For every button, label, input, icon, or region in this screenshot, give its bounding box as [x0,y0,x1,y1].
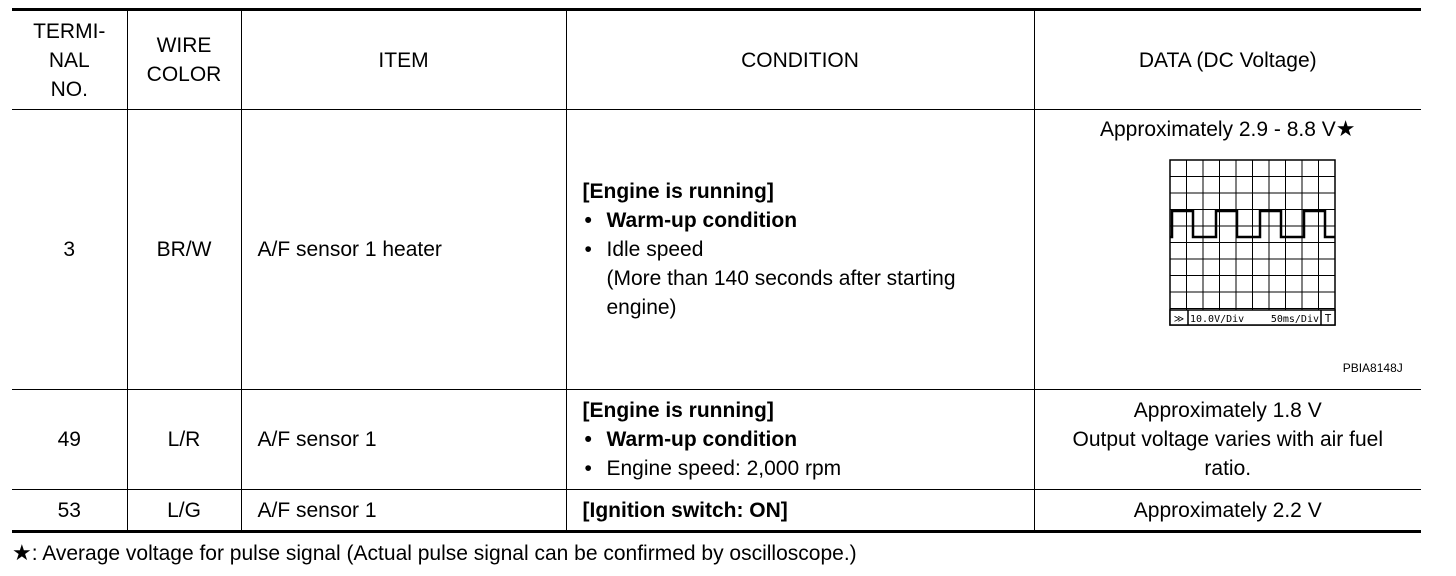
header-item: ITEM [241,10,566,110]
wire-color-cell: L/R [127,390,241,490]
item-cell: A/F sensor 1 [241,390,566,490]
data-value [1035,114,1422,144]
header-wire-line: COLOR [146,63,222,86]
header-row [12,10,1421,110]
readout-time-div: 50ms/Div [1270,314,1319,325]
condition-list [583,206,1034,322]
star-icon: ★ [12,540,32,565]
data-cell: Approximately 2.2 V [1034,490,1421,532]
condition-bullet: • Engine speed: 2,000 rpm [583,454,1034,483]
data-line: Output voltage varies with air fuel [1072,428,1383,451]
wire-color-cell: BR/W [127,110,241,390]
condition-bullet [583,235,1034,322]
condition-bullet: • Warm-up condition [583,206,1034,235]
header-condition: CONDITION [566,10,1034,110]
readout-arrow: ≫ [1173,314,1184,325]
oscilloscope-screen [1108,144,1348,359]
condition-bullet-text: • Idle speed [606,238,704,261]
data-cell [1034,390,1421,490]
table-row [12,490,1421,532]
condition-cell [566,110,1034,390]
footnote [12,540,857,566]
condition-head: [Ignition switch: ON] [582,498,788,522]
header-wire-line: WIRE [156,34,212,57]
header-terminal-no [12,10,127,110]
readout-volt-div: 10.0V/Div [1189,314,1244,325]
condition-bullet: • Warm-up condition [583,425,1034,454]
condition-note-line: (More than 140 seconds after starting [606,267,956,290]
data-line: ratio. [1204,457,1252,480]
header-terminal-line: NO. [50,77,88,101]
figure-id: PBIA8148J [1342,361,1403,375]
header-wire-color [127,10,241,110]
condition-cell [566,390,1034,490]
condition-head: [Engine is running] [582,180,774,203]
terminal-cell: 53 [12,490,127,532]
item-cell: A/F sensor 1 heater [241,110,566,390]
oscilloscope-figure [1108,144,1403,389]
terminal-cell: 3 [12,110,127,390]
terminal-cell: 49 [12,390,127,490]
data-line: Approximately 1.8 V [1133,399,1322,422]
condition-cell [566,490,1034,532]
header-terminal-line: NAL [48,48,90,72]
star-icon: ★ [1335,116,1356,141]
condition-note-line: engine) [606,296,677,319]
table-row [12,390,1421,490]
footnote-text: : Average voltage for pulse signal (Actual pulse signal can be confirmed by oscilloscope.) [31,542,857,565]
item-cell: A/F sensor 1 [241,490,566,532]
header-data: DATA (DC Voltage) [1034,10,1421,110]
table-row [12,110,1421,390]
condition-head: [Engine is running] [582,399,774,422]
wire-color-cell: L/G [127,490,241,532]
data-cell [1034,110,1421,390]
readout-trigger: T [1324,312,1332,325]
header-terminal-line: TERMI- [33,19,106,43]
data-value-text: Approximately 2.9 - 8.8 V [1099,118,1336,141]
terminal-data-table [12,8,1421,533]
condition-list [583,425,1034,483]
